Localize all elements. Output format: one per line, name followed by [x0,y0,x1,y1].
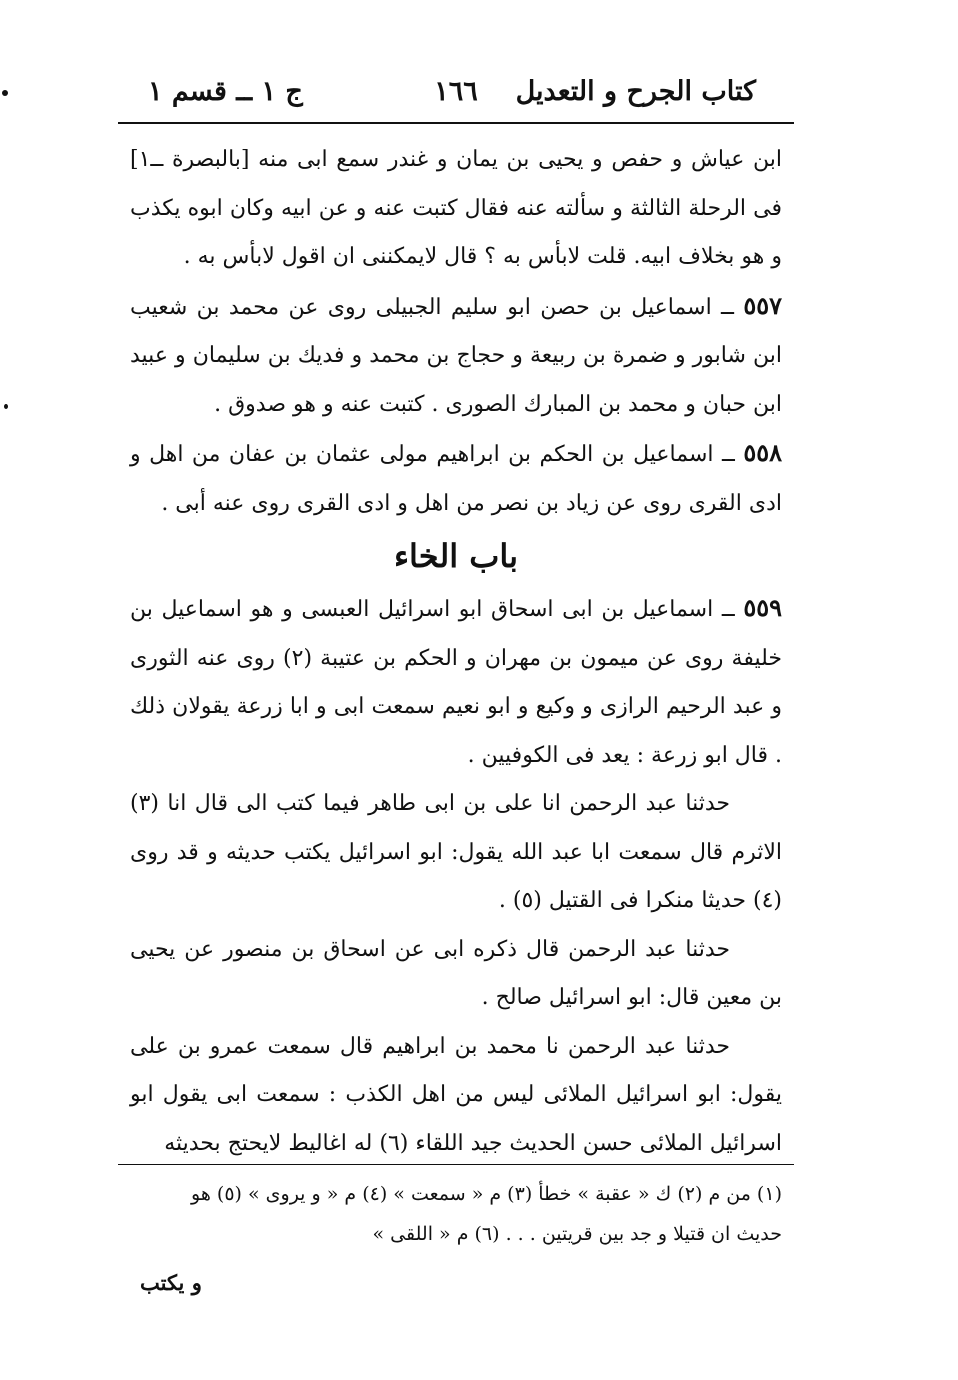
footnote-rule [118,1164,794,1165]
entry-558 [130,429,782,528]
entry-number: ٥٥٧ [743,290,782,320]
entry-text: ــ اسماعيل بن الحكم بن ابراهيم مولى عثمان بن عفان من اهل و ادى القرى روى عن زياد بن نصر من اهل و ادى القرى روى عنه أبى . [130,442,782,516]
running-header [118,76,794,120]
entry-text: ــ اسماعيل بن ابى اسحاق ابو اسرائيل العبسى و هو اسماعيل بن خليفة روى عن ميمون بن مهران و الحكم بن عتيبة (٢) روى عنه الثورى و عبد الرحيم الرازى و وكيع و ابو نعيم سمعت ابى و ابا زرعة يقولان ذلك . قال ابو زرعة : يعد فى الكوفيين . [130,597,782,768]
entry-number: ٥٥٨ [743,438,782,467]
document-page [118,58,794,1358]
entry-559 [130,584,782,780]
page-number: ١٦٦ [434,76,478,107]
book-title: كتاب الجرح و التعديل [515,76,756,107]
footnotes [130,1174,782,1254]
scan-speck [4,404,8,409]
entry-557 [130,282,782,430]
header-rule [118,122,794,124]
footnote-line: حديث ان قتيلا و جد بين قريتين . . . (٦) م « اللقى » [372,1223,782,1245]
paragraph-narration: حدثنا عبد الرحمن نا محمد بن ابراهيم قال سمعت عمرو بن على يقول: ابو اسرائيل الملائى ليس من اهل الكذب : سمعت ابى يقول ابو اسرائيل الملائى حسن الحديث جيد اللقاء (٦) له اغاليط لايحتج بحديثه [130,1033,782,1156]
footnote-line: (١) من م (٢) ك « عقبة » خطأ (٣) م « سمعت » (٤) م « و يروى » (٥) هو [191,1183,782,1205]
entry-text: ــ اسماعيل بن حصن ابو سليم الجبيلى روى عن محمد بن شعيب ابن شابور و ضمرة بن ربيعة و حجاج بن محمد و فديك بن سليمان و عبيد ابن حبان و محمد بن المبارك الصورى . كتبت عنه و هو صدوق . [130,294,782,417]
section-heading: باب الخاء [393,537,518,575]
paragraph-narration: حدثنا عبد الرحمن انا على بن ابى طاهر فيما كتب الى قال انا (٣) الاثرم قال سمعت ابا عبد الله يقول: ابو اسرائيل يكتب حديثه و قد روى (٤) حديثا منكرا فى القتيل (٥) . [130,791,782,913]
volume-label: ج ١ ــ قسم ١ [148,76,303,107]
entry-number: ٥٥٩ [743,593,782,622]
catchword: و يكتب [140,1270,202,1295]
scan-speck [2,90,8,96]
main-text [130,136,782,1168]
paragraph-continuation: ابن عياش و حفص و يحيى بن يمان و غندر سمع ابى منه [بالبصرة ــ١] فى الرحلة الثالثة و سألته عنه فقال كتبت عنه و عن ابيه وكان ابوه يكذب و هو بخلاف ابيه. قلت لابأس به ؟ قال لايمكننى ان اقول لابأس به . [130,147,782,269]
paragraph-narration: حدثنا عبد الرحمن قال ذكره ابى عن اسحاق بن منصور عن يحيى بن معين قال: ابو اسرائيل صالح . [130,936,782,1010]
